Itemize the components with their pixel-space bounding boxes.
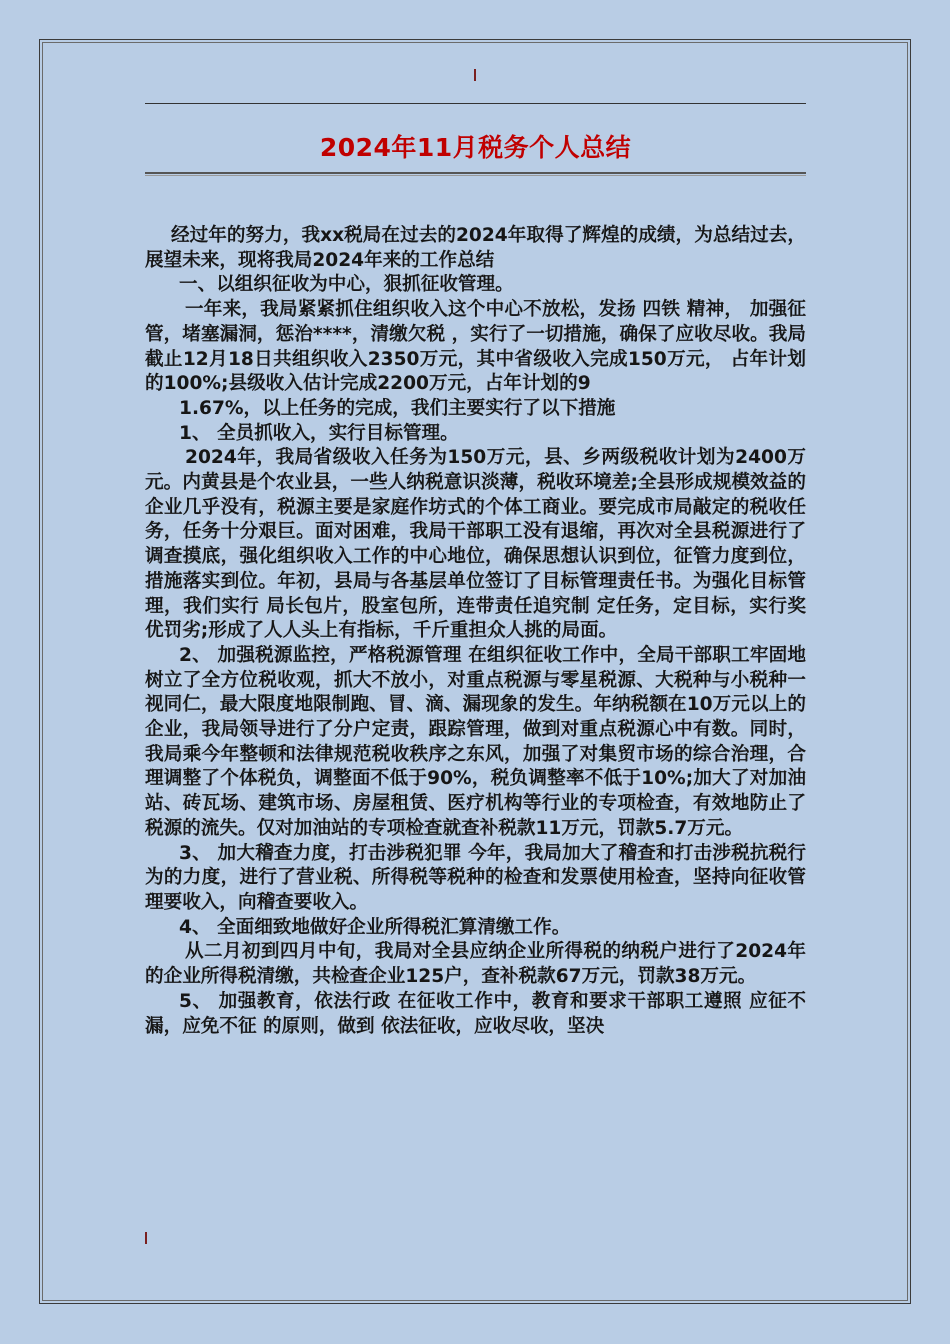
body-paragraph: 经过年的努力，我xx税局在过去的2024年取得了辉煌的成绩，为总结过去，展望未来，现将我局2024年来的工作总结 xyxy=(145,225,806,271)
document-body xyxy=(145,224,806,1039)
body-paragraph: 一年来，我局紧紧抓住组织收入这个中心不放松，发扬 四铁 精神， 加强征管，堵塞漏洞，惩治****，清缴欠税 ，实行了一切措施，确保了应收尽收。我局截止12月18日共组织收入2350万元，其中省级收入完成150万元， 占年计划的100%;县级收入估计完成2200万元，占年计划的9 xyxy=(145,299,806,395)
body-paragraph: 1.67%，以上任务的完成，我们主要实行了以下措施 xyxy=(179,397,616,419)
title-rule xyxy=(145,172,806,176)
body-paragraph: 3、 加大稽查力度，打击涉税犯罪 今年，我局加大了稽查和打击涉税抗税行为的力度，进行了营业税、所得税等税种的检查和发票使用检查，坚持向征收管理要收入，向稽查要收入。 xyxy=(145,842,806,913)
footer-mark xyxy=(145,1232,147,1244)
subsection-heading: 1、 全员抓收入，实行目标管理。 xyxy=(179,422,459,444)
body-paragraph: 2024年，我局省级收入任务为150万元，县、乡两级税收计划为2400万元。内黄县是个农业县，一些人纳税意识淡薄，税收环境差;全县形成规模效益的企业几乎没有，税源主要是家庭作坊式的个体工商业。要完成市局敲定的税收任务，任务十分艰巨。面对困难，我局干部职工没有退缩，再次对全县税源进行了调查摸底，强化组织收入工作的中心地位，确保思想认识到位，征管力度到位，措施落实到位。年初，县局与各基层单位签订了目标管理责任书。为强化目标管理，我们实行 局长包片，股室包所，连带责任追究制 定任务，定目标，实行奖优罚劣;形成了人人头上有指标，千斤重担众人挑的局面。 xyxy=(145,447,806,642)
body-paragraph: 2、 加强税源监控，严格税源管理 在组织征收工作中，全局干部职工牢固地树立了全方位税收观，抓大不放小，对重点税源与零星税源、大税种与小税种一视同仁，最大限度地限制跑、冒、滴、漏现象的发生。年纳税额在10万元以上的企业，我局领导进行了分户定责，跟踪管理，做到对重点税源心中有数。同时，我局乘今年整顿和法律规范税收秩序之东风，加强了对集贸市场的综合治理，合理调整了个体税负，调整面不低于90%，税负调整率不低于10%;加大了对加油站、砖瓦场、建筑市场、房屋租赁、医疗机构等行业的专项检查，有效地防止了税源的流失。仅对加油站的专项检查就查补税款11万元，罚款5.7万元。 xyxy=(145,644,806,839)
header-mark xyxy=(474,69,476,81)
document-title: 2024年11月税务个人总结 xyxy=(319,133,632,162)
body-paragraph: 从二月初到四月中旬，我局对全县应纳企业所得税的纳税户进行了2024年的企业所得税清缴，共检查企业125户，查补税款67万元，罚款38万元。 xyxy=(145,941,806,988)
header-rule xyxy=(145,103,806,104)
section-heading: 一、以组织征收为中心，狠抓征收管理。 xyxy=(179,274,514,296)
subsection-heading: 4、 全面细致地做好企业所得税汇算清缴工作。 xyxy=(179,916,571,938)
body-paragraph: 5、 加强教育，依法行政 在征收工作中，教育和要求干部职工遵照 应征不漏，应免不征 的原则，做到 依法征收，应收尽收，坚决 xyxy=(145,990,806,1037)
